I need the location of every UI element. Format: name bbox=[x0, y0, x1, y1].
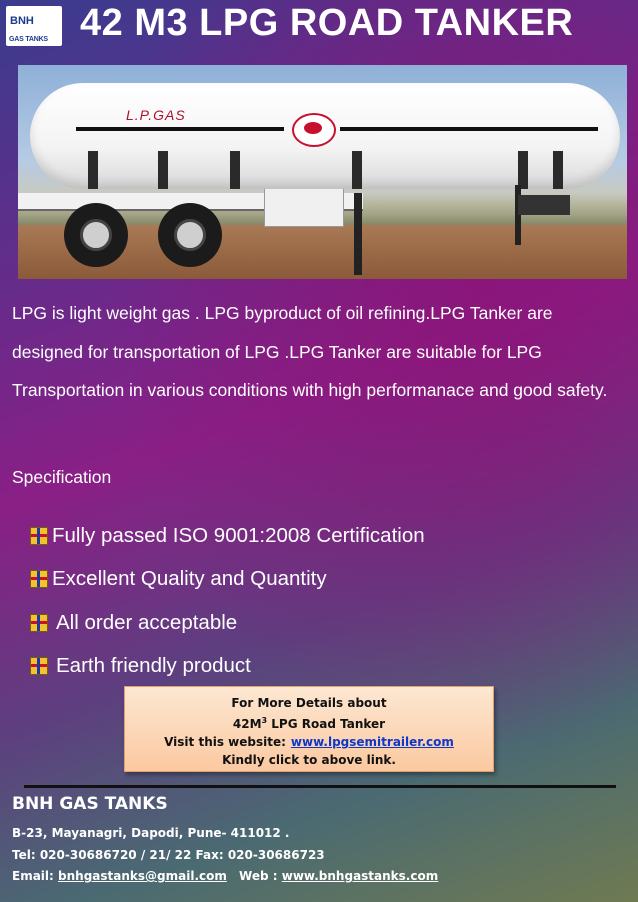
footer-divider bbox=[24, 785, 616, 788]
company-name: BNH GAS TANKS bbox=[12, 794, 168, 814]
trailer-wheel bbox=[64, 203, 128, 267]
specification-list bbox=[30, 514, 425, 688]
email-label: Email: bbox=[12, 869, 54, 883]
company-phone: Tel: 020-30686720 / 21/ 22 Fax: 020-30686723 bbox=[12, 848, 325, 862]
logo-mark: BNH bbox=[10, 15, 34, 27]
bullet-cross-icon bbox=[30, 657, 48, 675]
bullet-cross-icon bbox=[30, 570, 48, 588]
list-item-text: Excellent Quality and Quantity bbox=[52, 567, 327, 591]
email-link[interactable]: bnhgastanks@gmail.com bbox=[58, 869, 227, 883]
tank-bracket bbox=[352, 151, 362, 189]
cta-line-2 bbox=[125, 712, 493, 733]
page-title: 42 M3 LPG ROAD TANKER bbox=[80, 2, 574, 44]
cta-line-3 bbox=[125, 733, 493, 751]
more-details-box bbox=[124, 686, 494, 772]
tank-label: L.P.GAS bbox=[126, 107, 186, 123]
tank-bracket bbox=[230, 151, 240, 189]
cta-line-1: For More Details about bbox=[231, 696, 387, 710]
tank-stripe bbox=[76, 127, 284, 131]
web-link[interactable]: www.bnhgastanks.com bbox=[281, 869, 439, 883]
tank-bracket bbox=[518, 151, 528, 189]
company-logo bbox=[6, 6, 62, 46]
bullet-cross-icon bbox=[30, 527, 48, 545]
cta-superscript: 3 bbox=[261, 716, 268, 725]
cta-product-suffix: LPG Road Tanker bbox=[267, 717, 386, 731]
list-item bbox=[30, 558, 425, 602]
list-item bbox=[30, 645, 425, 689]
cta-visit-label: Visit this website: bbox=[164, 735, 286, 749]
logo-text: GAS TANKS bbox=[9, 36, 48, 43]
tank-stripe bbox=[340, 127, 598, 131]
company-contact-line bbox=[12, 869, 438, 883]
specification-heading: Specification bbox=[12, 467, 112, 487]
web-label: Web : bbox=[239, 869, 278, 883]
tank-bracket bbox=[158, 151, 168, 189]
list-item-text: Fully passed ISO 9001:2008 Certification bbox=[52, 523, 425, 547]
site-sign bbox=[518, 195, 570, 215]
tank-emblem-icon bbox=[292, 113, 336, 147]
trailer-wheel bbox=[158, 203, 222, 267]
list-item bbox=[30, 601, 425, 645]
tanker-photo bbox=[18, 65, 627, 279]
website-link[interactable]: www.lpgsemitrailer.com bbox=[290, 735, 454, 749]
bullet-cross-icon bbox=[30, 614, 48, 632]
tank-bracket bbox=[553, 151, 563, 189]
list-item bbox=[30, 514, 425, 558]
company-address: B-23, Mayanagri, Dapodi, Pune- 411012 . bbox=[12, 826, 290, 840]
trailer-storage-box bbox=[264, 187, 344, 227]
intro-paragraph: LPG is light weight gas . LPG byproduct of oil refining.LPG Tanker are designed for transportation of LPG .LPG Tanker are suitable for LPG Transportation in various conditions with high performanace and good safety. bbox=[12, 303, 608, 400]
lpg-tank-body bbox=[30, 83, 620, 189]
tank-bracket bbox=[88, 151, 98, 189]
list-item-text: All order acceptable bbox=[56, 610, 238, 634]
cta-line-4: Kindly click to above link. bbox=[222, 753, 396, 767]
cta-product-prefix: 42M bbox=[232, 717, 262, 731]
list-item-text: Earth friendly product bbox=[56, 654, 251, 678]
sign-post bbox=[515, 185, 521, 245]
landing-leg bbox=[354, 193, 362, 275]
